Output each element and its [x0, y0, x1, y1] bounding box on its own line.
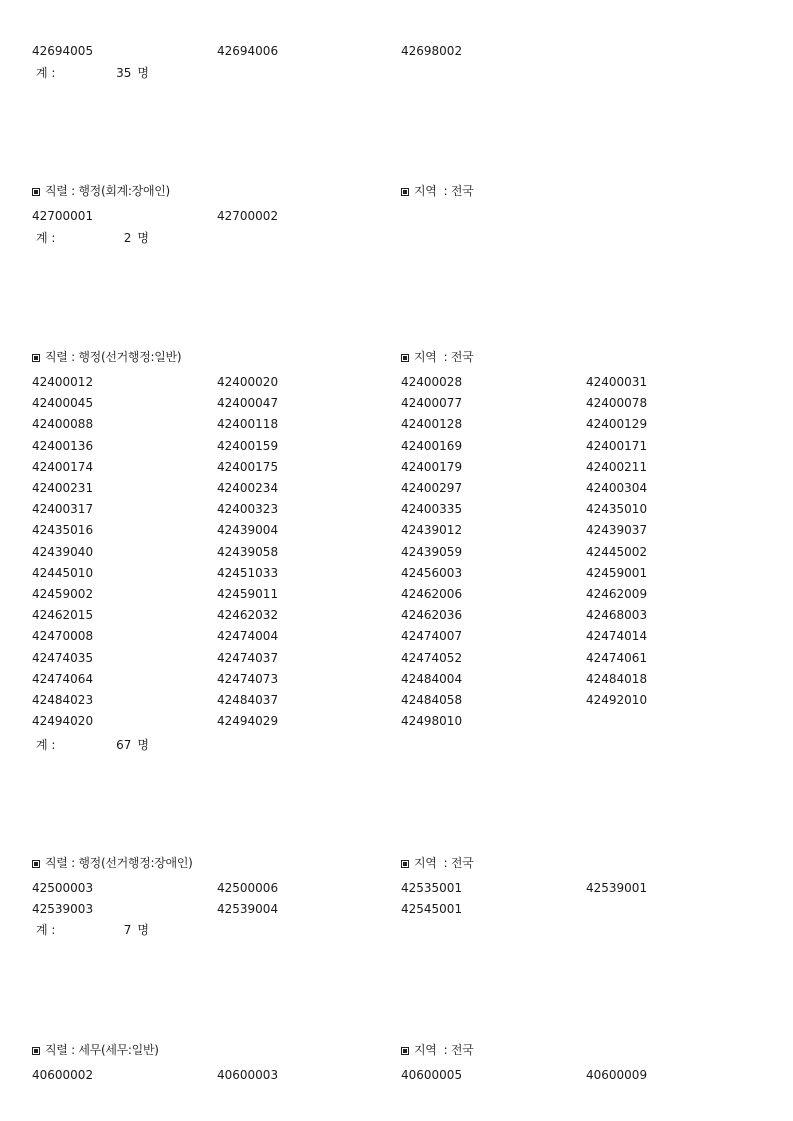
id-number-cell: 42539001	[586, 881, 648, 895]
total-unit: 명	[137, 231, 149, 245]
id-number-cell: 42462036	[401, 608, 463, 623]
id-number-cell: 42700001	[32, 209, 94, 223]
id-number-cell: 42535001	[401, 881, 463, 895]
id-number-cell: 42400174	[32, 459, 94, 474]
id-number-cell: 42400231	[32, 481, 94, 495]
total-count: 35	[116, 66, 132, 80]
id-number-cell: 42539004	[217, 902, 279, 917]
region-label: 지역 : 전국	[414, 184, 474, 198]
id-number-cell: 42400088	[32, 417, 94, 432]
id-number-cell: 42439037	[586, 523, 648, 538]
id-number-cell: 42439012	[401, 523, 463, 538]
id-number-cell: 40600003	[217, 1068, 279, 1082]
square-bullet-icon	[32, 1047, 40, 1055]
id-number-cell: 42468003	[586, 608, 648, 623]
id-number-cell: 42400136	[32, 438, 94, 453]
id-number-cell: 42400047	[217, 396, 279, 411]
id-number-cell: 42400179	[401, 459, 463, 474]
square-bullet-icon	[32, 860, 40, 868]
id-number-cell: 42400129	[586, 417, 648, 432]
total-label: 계 :	[36, 923, 56, 937]
section-title: 직렬 : 행정(선거행정:일반)	[45, 350, 182, 364]
total-unit: 명	[137, 738, 149, 752]
total-count-group	[124, 231, 149, 245]
square-bullet-icon	[32, 354, 40, 362]
id-number-cell: 42439040	[32, 544, 94, 559]
id-number-cell: 42400028	[401, 375, 463, 389]
square-bullet-icon	[401, 188, 409, 196]
id-number-cell: 42451033	[217, 565, 279, 580]
total-count: 2	[123, 231, 132, 245]
id-number-cell: 42435016	[32, 523, 94, 538]
total-label: 계 :	[36, 66, 56, 80]
section-region	[401, 184, 473, 198]
id-number-cell: 42400159	[217, 438, 279, 453]
total-count: 7	[123, 923, 132, 937]
id-number-cell: 42400118	[217, 417, 279, 432]
id-number-cell: 40600002	[32, 1068, 94, 1082]
id-number-cell: 42462009	[586, 587, 648, 601]
total-count: 67	[116, 738, 132, 752]
section-title: 직렬 : 행정(회계:장애인)	[45, 184, 170, 198]
id-number-cell: 42539003	[32, 902, 94, 917]
id-number-cell: 42484023	[32, 693, 94, 707]
id-number-cell: 42400317	[32, 502, 94, 517]
id-number-cell: 42474004	[217, 629, 279, 644]
square-bullet-icon	[401, 860, 409, 868]
id-number-cell: 42474007	[401, 629, 463, 644]
id-number-cell: 42694005	[32, 44, 94, 58]
id-number-cell: 42462015	[32, 608, 94, 623]
id-number-cell: 42400077	[401, 396, 463, 411]
total-unit: 명	[137, 923, 149, 937]
id-number-cell: 42462006	[401, 587, 463, 601]
id-number-cell: 42500006	[217, 881, 279, 895]
id-number-cell: 42498010	[401, 714, 463, 729]
id-number-cell: 42474052	[401, 650, 463, 665]
section-region	[401, 856, 473, 870]
total-count-group	[116, 738, 149, 752]
id-number-cell: 42474061	[586, 650, 648, 665]
id-number-cell: 42494029	[217, 714, 279, 729]
id-number-cell: 42400031	[586, 375, 648, 389]
id-number-cell: 42435010	[586, 502, 648, 517]
id-number-cell: 42494020	[32, 714, 94, 729]
id-number-cell: 42474037	[217, 650, 279, 665]
square-bullet-icon	[401, 354, 409, 362]
id-number-cell: 42400304	[586, 481, 648, 495]
total-label: 계 :	[36, 231, 56, 245]
section-header	[32, 1043, 159, 1057]
id-number-cell: 42400128	[401, 417, 463, 432]
section-header	[32, 184, 170, 198]
id-number-cell: 42484018	[586, 671, 648, 686]
id-number-cell: 42459011	[217, 587, 279, 601]
id-number-cell: 42700002	[217, 209, 279, 223]
total-label: 계 :	[36, 738, 56, 752]
square-bullet-icon	[32, 188, 40, 196]
section-header	[32, 350, 181, 364]
section-region	[401, 350, 473, 364]
total-unit: 명	[137, 66, 149, 80]
id-number-cell: 42400323	[217, 502, 279, 517]
section-title: 직렬 : 행정(선거행정:장애인)	[45, 856, 193, 870]
id-number-cell: 42400045	[32, 396, 94, 411]
region-label: 지역 : 전국	[414, 350, 474, 364]
id-number-cell: 42459002	[32, 587, 94, 601]
id-number-cell: 42400211	[586, 459, 648, 474]
section-header	[32, 856, 193, 870]
id-number-cell: 42698002	[401, 44, 463, 58]
total-count-group	[124, 923, 149, 937]
id-number-cell: 42474035	[32, 650, 94, 665]
section-title: 직렬 : 세무(세무:일반)	[45, 1043, 159, 1057]
id-number-cell: 42484037	[217, 693, 279, 707]
id-number-cell: 42400078	[586, 396, 648, 411]
region-label: 지역 : 전국	[414, 856, 474, 870]
id-number-cell: 42445010	[32, 565, 94, 580]
id-number-cell: 42400012	[32, 375, 94, 389]
square-bullet-icon	[401, 1047, 409, 1055]
id-number-cell: 42456003	[401, 565, 463, 580]
id-number-cell: 42484004	[401, 671, 463, 686]
total-count-group	[116, 66, 149, 80]
id-number-cell: 42400171	[586, 438, 648, 453]
id-number-cell: 42400169	[401, 438, 463, 453]
id-number-cell: 42694006	[217, 44, 279, 58]
section-region	[401, 1043, 473, 1057]
id-number-cell: 42459001	[586, 565, 648, 580]
id-number-cell: 42400234	[217, 481, 279, 495]
id-number-cell: 42400175	[217, 459, 279, 474]
region-label: 지역 : 전국	[414, 1043, 474, 1057]
id-number-cell: 42474064	[32, 671, 94, 686]
id-number-cell: 42470008	[32, 629, 94, 644]
id-number-cell: 42484058	[401, 693, 463, 707]
id-number-cell: 42439004	[217, 523, 279, 538]
id-number-cell: 42439058	[217, 544, 279, 559]
id-number-cell: 42439059	[401, 544, 463, 559]
id-number-cell: 42445002	[586, 544, 648, 559]
id-number-cell: 40600009	[586, 1068, 648, 1082]
id-number-cell: 40600005	[401, 1068, 463, 1082]
id-number-cell: 42545001	[401, 902, 463, 917]
id-number-cell: 42474014	[586, 629, 648, 644]
id-number-cell: 42400297	[401, 481, 463, 495]
id-number-cell: 42400020	[217, 375, 279, 389]
id-number-cell: 42500003	[32, 881, 94, 895]
id-number-cell: 42462032	[217, 608, 279, 623]
id-number-cell: 42400335	[401, 502, 463, 517]
id-number-cell: 42492010	[586, 693, 648, 707]
id-number-cell: 42474073	[217, 671, 279, 686]
